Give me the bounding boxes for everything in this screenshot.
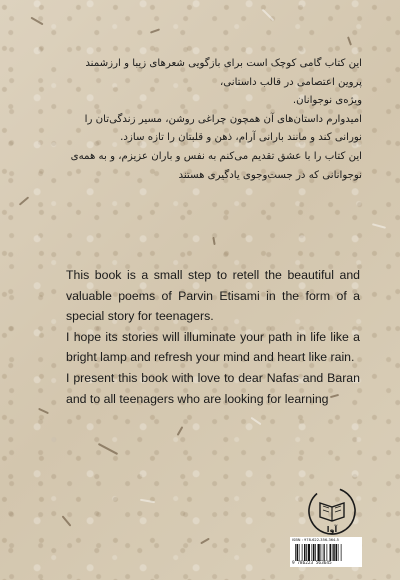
barcode-bar	[332, 544, 333, 561]
paper-fiber	[150, 28, 160, 33]
paper-fiber	[140, 499, 155, 504]
persian-paragraph: ویژه‌ی نوجوانان.	[292, 95, 362, 107]
publisher-logo-text: آوا	[326, 525, 338, 534]
barcode-bar	[312, 544, 313, 561]
english-paragraph: I hope its stories will illuminate your path in life like a bright lamp and refresh your mind and heart like rain.	[66, 329, 360, 365]
english-text-block	[66, 265, 360, 409]
barcode-bar	[302, 544, 303, 561]
barcode-bar	[323, 544, 324, 561]
barcode-bar	[313, 544, 315, 561]
persian-paragraph: نورانی کند و مانند بارانی آرام، ذهن و قلبتان را تازه سازد.	[120, 132, 362, 144]
paper-fiber	[30, 17, 43, 26]
barcode-bar	[341, 544, 342, 561]
barcode-bar	[308, 544, 310, 561]
publisher-logo	[306, 485, 358, 537]
barcode-bars	[295, 544, 357, 561]
persian-paragraph: نوجوانانی که در جست‌وجوی یادگیری هستند	[178, 169, 362, 181]
paper-fiber	[177, 426, 184, 436]
persian-paragraph: این کتاب را با عشق تقدیم می‌کنم به نفس و باران عزیزم، و به همه‌ی	[70, 150, 362, 162]
paper-fiber	[212, 237, 215, 245]
barcode-bar	[299, 544, 300, 561]
barcode-bar	[315, 544, 316, 561]
persian-text-block	[52, 55, 362, 185]
barcode-bar	[295, 544, 296, 561]
persian-paragraph: پروین اعتصامی در قالب داستانی،	[219, 76, 362, 88]
barcode-bar	[333, 544, 335, 561]
paper-fiber	[347, 36, 352, 45]
isbn-barcode	[290, 537, 362, 567]
barcode-bar	[306, 544, 307, 561]
paper-fiber	[62, 515, 72, 526]
barcode-number: 9 786223 563645	[292, 561, 332, 566]
barcode-bar	[304, 544, 306, 561]
barcode-bar	[324, 544, 325, 561]
barcode-bar	[327, 544, 328, 561]
english-paragraph: I present this book with love to dear Nafas and Baran and to all teenagers who are looking for learning	[66, 370, 360, 406]
isbn-label: ISBN : 978-622-356-364-5	[292, 538, 339, 542]
persian-paragraph: امیدوارم داستان‌های آن همچون چراغی روشن، مسیر زندگی‌تان را	[84, 113, 362, 125]
paper-fiber	[200, 538, 210, 545]
barcode-bar	[318, 544, 320, 561]
barcode-bar	[336, 544, 338, 561]
barcode-bar	[297, 544, 299, 561]
barcode-bar	[338, 544, 339, 561]
paper-fiber	[98, 443, 118, 455]
paper-fiber	[372, 223, 386, 229]
english-paragraph: This book is a small step to retell the beautiful and valuable poems of Parvin Etisami in the form of a special story for teenagers.	[66, 268, 360, 324]
barcode-bar	[330, 544, 332, 561]
paper-fiber	[38, 408, 49, 414]
paper-fiber	[251, 417, 262, 426]
persian-paragraph: این کتاب گامی کوچک است برای بازگویی شعرهای زیبا و ارزشمند	[85, 58, 362, 69]
paper-fiber	[262, 9, 275, 22]
barcode-bar	[321, 544, 322, 561]
paper-fiber	[19, 196, 29, 205]
